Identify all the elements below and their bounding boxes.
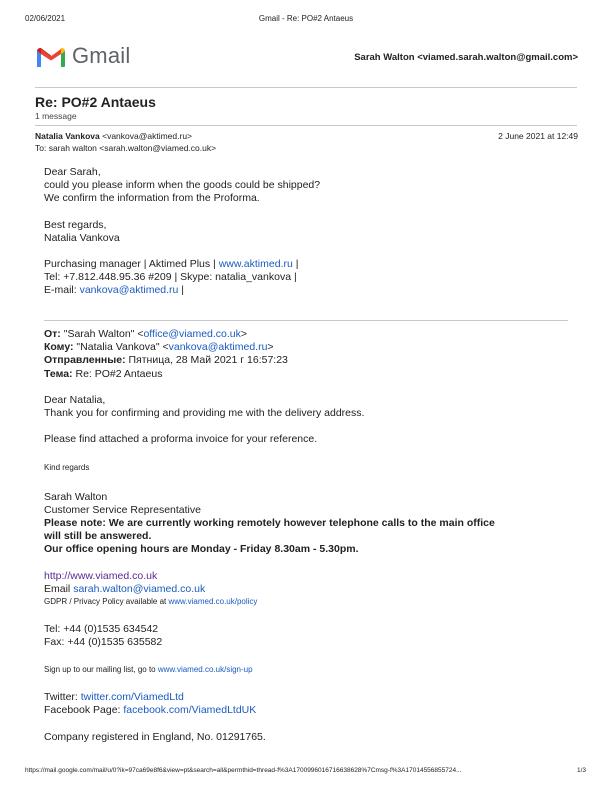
body-name: Natalia Vankova bbox=[44, 231, 120, 244]
message-date: 2 June 2021 at 12:49 bbox=[498, 131, 578, 141]
quoted-subject bbox=[44, 368, 584, 381]
field-value: "Natalia Vankova" < bbox=[73, 341, 169, 354]
quoted-line: Please find attached a proforma invoice for your reference. bbox=[44, 433, 318, 446]
page-number: 1/3 bbox=[576, 767, 586, 774]
office-email-link[interactable]: office@viamed.co.uk bbox=[143, 328, 241, 340]
gdpr-line bbox=[44, 596, 584, 607]
sender-email: <vankova@aktimed.ru> bbox=[102, 131, 193, 141]
field-value: Пятница, 28 Май 2021 г 16:57:23 bbox=[125, 354, 288, 367]
quote-divider bbox=[44, 320, 568, 321]
twitter-line bbox=[44, 691, 584, 704]
field-value: "Sarah Walton" < bbox=[60, 328, 144, 340]
field-label: Тема: bbox=[44, 367, 73, 380]
print-date: 02/06/2021 bbox=[25, 14, 66, 23]
field-label: Facebook Page: bbox=[44, 703, 124, 716]
quoted-message bbox=[44, 328, 584, 744]
mailing-text: Sign up to our mailing list, go to bbox=[44, 665, 158, 675]
signature-text: | bbox=[292, 258, 299, 271]
remote-note: will still be answered. bbox=[44, 530, 152, 543]
signature-phone: Tel: +7.812.448.95.36 #209 | Skype: natalia_vankova | bbox=[44, 271, 297, 284]
field-label: Twitter: bbox=[44, 690, 81, 703]
facebook-link[interactable]: facebook.com/ViamedLtdUK bbox=[123, 703, 257, 716]
quoted-line: Thank you for confirming and providing me with the delivery address. bbox=[44, 407, 365, 420]
website-line bbox=[44, 570, 584, 583]
body-regards: Best regards, bbox=[44, 218, 107, 231]
thread-subject: Re: PO#2 Antaeus bbox=[35, 94, 156, 110]
remote-note: Please note: We are currently working remotely however telephone calls to the main office bbox=[44, 517, 495, 530]
kind-regards: Kind regards bbox=[44, 463, 90, 473]
signature-line bbox=[44, 258, 584, 271]
body-line: could you please inform when the goods could be shipped? bbox=[44, 179, 321, 192]
gdpr-text: GDPR / Privacy Policy available at bbox=[44, 597, 169, 607]
signature-text: | bbox=[178, 284, 185, 297]
vankova-email-link[interactable]: vankova@aktimed.ru bbox=[79, 284, 179, 297]
body-line: We confirm the information from the Proforma. bbox=[44, 192, 260, 205]
message-to: To: sarah walton <sarah.walton@viamed.co.uk> bbox=[35, 143, 217, 153]
aktimed-link[interactable]: www.aktimed.ru bbox=[218, 258, 293, 271]
account-identity: Sarah Walton <viamed.sarah.walton@gmail.com> bbox=[354, 52, 578, 63]
fax-line: Fax: +44 (0)1535 635582 bbox=[44, 636, 163, 649]
field-label: Отправленные: bbox=[44, 354, 126, 367]
signature-text: Purchasing manager | Aktimed Plus | bbox=[44, 258, 219, 271]
quoted-sent bbox=[44, 354, 584, 367]
tel-line: Tel: +44 (0)1535 634542 bbox=[44, 623, 159, 636]
divider bbox=[35, 87, 577, 88]
mailing-line bbox=[44, 663, 584, 676]
divider bbox=[35, 125, 577, 126]
viamed-website-link[interactable]: http://www.viamed.co.uk bbox=[44, 569, 158, 582]
field-label: От: bbox=[44, 328, 61, 340]
gmail-wordmark: Gmail bbox=[72, 43, 131, 68]
body-greeting: Dear Sarah, bbox=[44, 166, 101, 178]
facebook-line bbox=[44, 704, 584, 717]
quoted-from bbox=[44, 328, 584, 341]
signature-email-line bbox=[44, 284, 584, 297]
quoted-role: Customer Service Representative bbox=[44, 503, 201, 516]
message-from bbox=[35, 131, 192, 141]
print-title: Gmail - Re: PO#2 Antaeus bbox=[258, 14, 354, 23]
email-line bbox=[44, 583, 584, 596]
field-label: Кому: bbox=[44, 341, 74, 354]
quoted-name: Sarah Walton bbox=[44, 490, 108, 503]
sender-name: Natalia Vankova bbox=[35, 131, 100, 141]
field-value: Re: PO#2 Antaeus bbox=[72, 367, 163, 380]
message-count: 1 message bbox=[35, 111, 77, 121]
company-registration: Company registered in England, No. 01291765. bbox=[44, 731, 266, 744]
message-body bbox=[44, 166, 584, 298]
field-label: Email bbox=[44, 582, 74, 595]
quoted-greeting: Dear Natalia, bbox=[44, 393, 106, 406]
policy-link[interactable]: www.viamed.co.uk/policy bbox=[168, 597, 258, 607]
signature-text: E-mail: bbox=[44, 284, 80, 297]
vankova-email-link[interactable]: vankova@aktimed.ru bbox=[168, 341, 268, 354]
signup-link[interactable]: www.viamed.co.uk/sign-up bbox=[157, 665, 253, 675]
print-url: https://mail.google.com/mail/u/0?ik=97ca69e8f6&view=pt&search=all&permthid=thread-f%3A1700996016716638628%7Cmsg-f%3A17014556855724... bbox=[25, 767, 462, 774]
office-hours: Our office opening hours are Monday - Friday 8.30am - 5.30pm. bbox=[44, 543, 359, 556]
gmail-logo-icon bbox=[35, 45, 67, 69]
sarah-email-link[interactable]: sarah.walton@viamed.co.uk bbox=[73, 582, 206, 595]
twitter-link[interactable]: twitter.com/ViamedLtd bbox=[80, 690, 184, 703]
field-value: > bbox=[267, 341, 274, 354]
field-value: > bbox=[240, 328, 248, 340]
quoted-to bbox=[44, 341, 584, 354]
